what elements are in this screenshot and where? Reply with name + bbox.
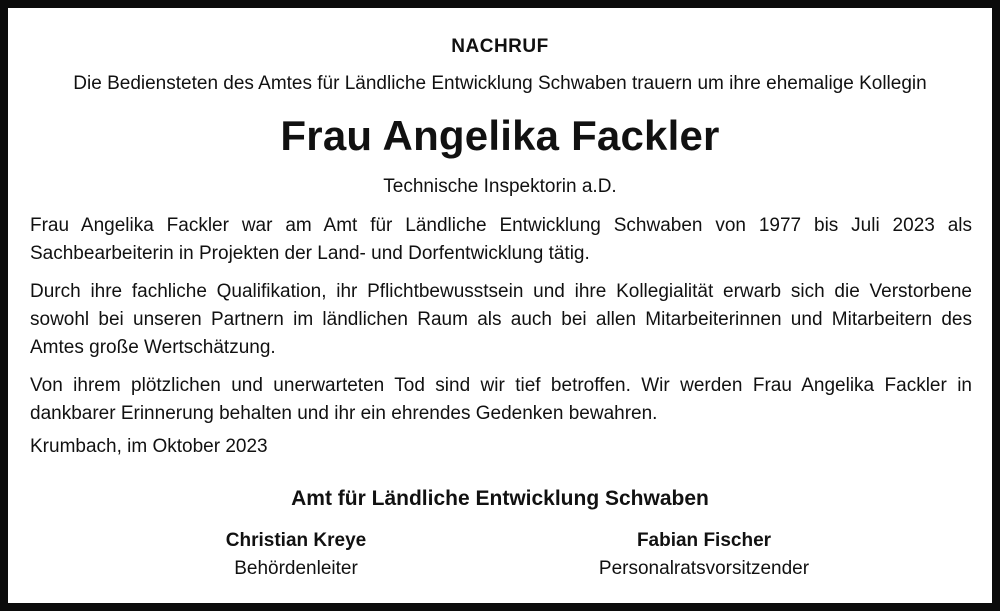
paragraph-career: Frau Angelika Fackler war am Amt für Ländliche Entwicklung Schwaben von 1977 bis Juli 2023 als Sachbearbeiterin in Projekten der Land- und Dorfentwicklung tätig. — [30, 215, 972, 264]
signatory-name: Fabian Fischer — [636, 530, 772, 551]
organization-name: Amt für Ländliche Entwicklung Schwaben — [291, 487, 709, 510]
signatory-role: Behördenleiter — [234, 558, 358, 579]
signatory-role: Personalratsvorsitzender — [598, 558, 810, 579]
paragraph-condolence: Von ihrem plötzlichen und unerwarteten Tod sind wir tief betroffen. Wir werden Frau Angelika Fackler in dankbarer Erinnerung behalten und ihr ein ehrendes Gedenken bewahren. — [30, 375, 972, 424]
signatory-left — [96, 527, 496, 583]
place-date: Krumbach, im Oktober 2023 — [30, 436, 268, 457]
signatory-name: Christian Kreye — [225, 530, 367, 551]
deceased-name: Frau Angelika Fackler — [280, 112, 720, 159]
notice-heading: NACHRUF — [451, 36, 549, 57]
intro-line: Die Bediensteten des Amtes für Ländliche Entwicklung Schwaben trauern um ihre ehemalige Kollegin — [73, 73, 927, 94]
deceased-title: Technische Inspektorin a.D. — [383, 176, 617, 197]
signatory-right — [504, 527, 904, 583]
paragraph-appreciation: Durch ihre fachliche Qualifikation, ihr Pflichtbewusstsein und ihre Kollegialität erwarb sich die Verstorbene sowohl bei unseren Partnern im ländlichen Raum als auch bei allen Mitarbeiterinnen und Mitarbeitern des Amtes große Wertschätzung. — [30, 281, 972, 358]
